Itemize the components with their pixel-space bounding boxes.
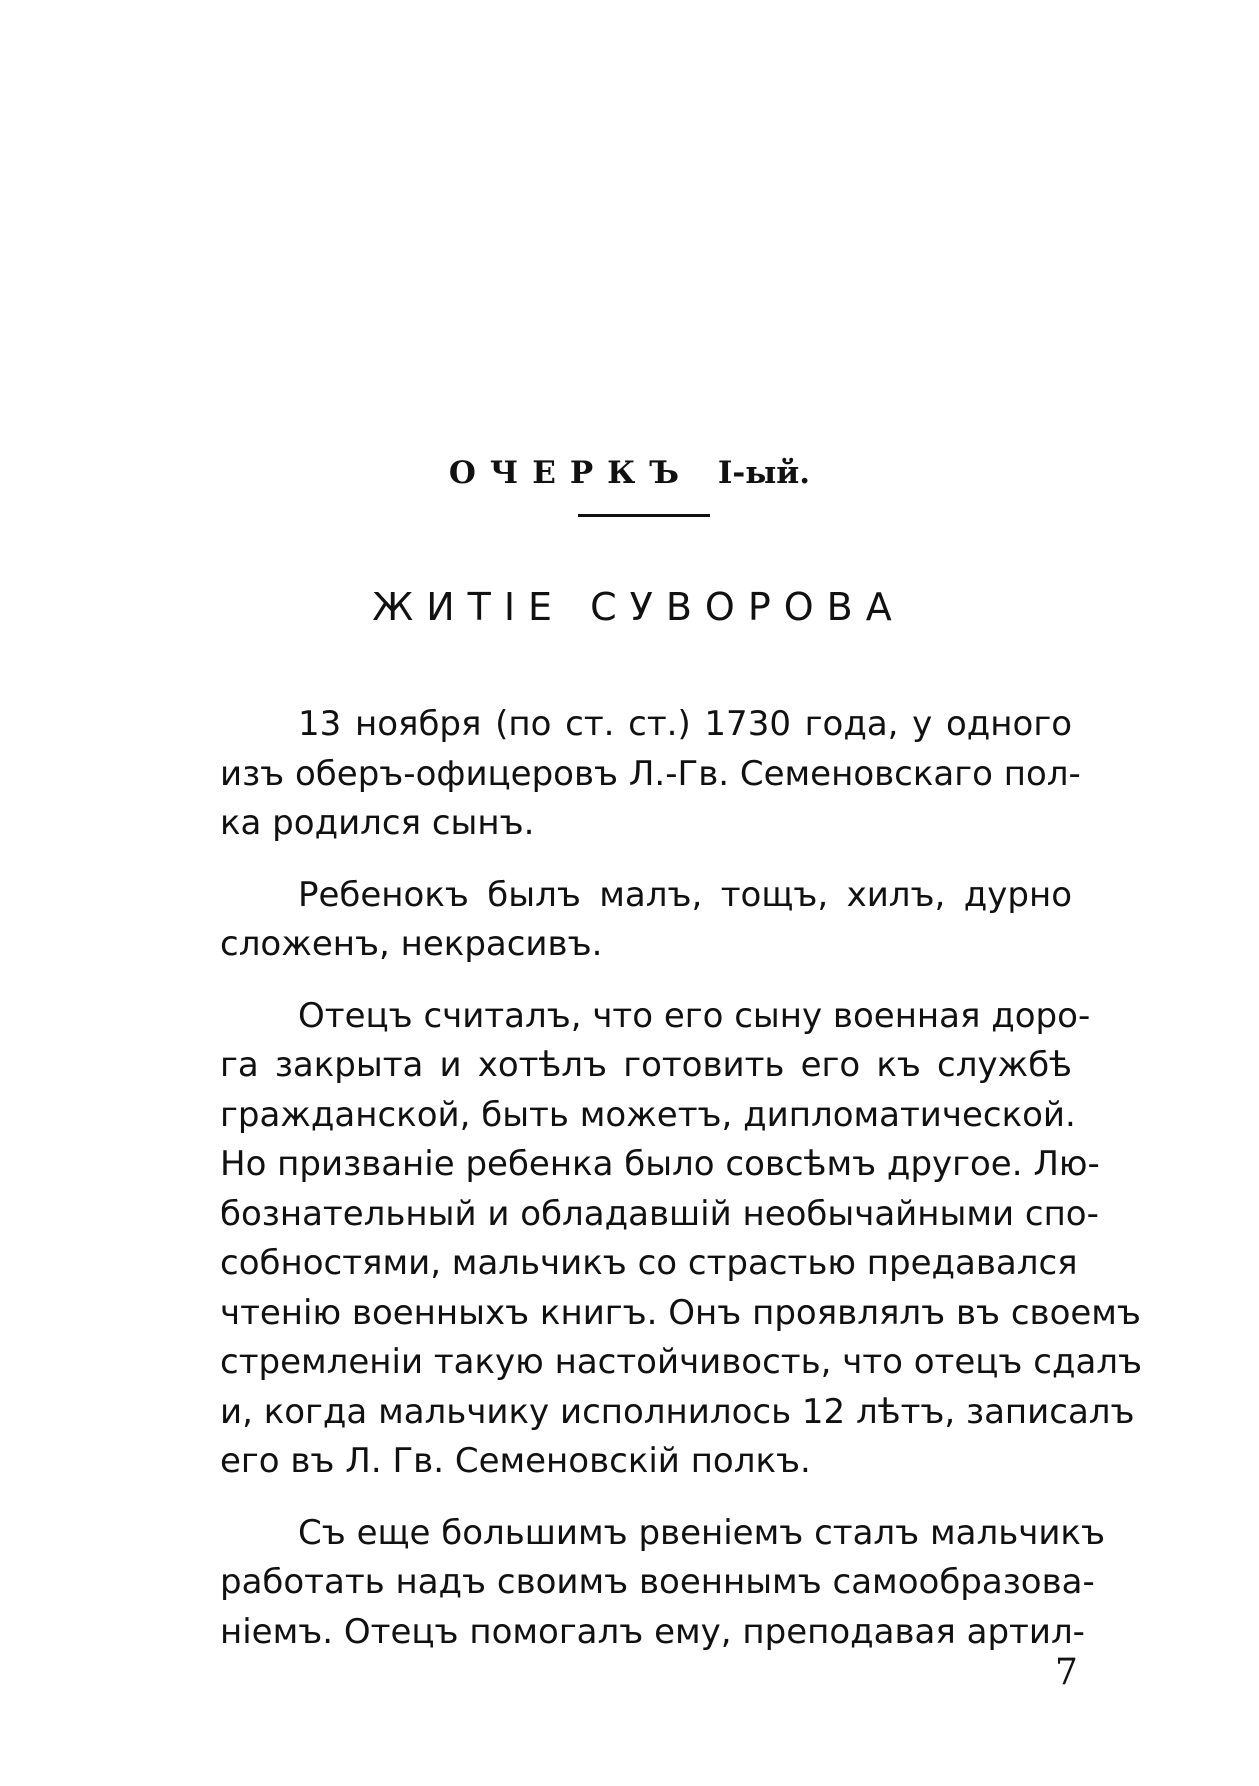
text-line: изъ оберъ-офицеровъ Л.-Гв. Семеновскаго пол-	[220, 753, 1081, 794]
chapter-heading	[0, 455, 1259, 491]
text-line: его въ Л. Гв. Семеновскій полкъ.	[220, 1441, 811, 1481]
text-line: ніемъ. Отецъ помогалъ ему, преподавая артил-	[220, 1611, 1085, 1652]
text-line: 13 ноября (по ст. ст.) 1730 года, у одного	[298, 704, 1072, 744]
text-line: гражданской, быть можетъ, дипломатической.	[220, 1094, 1076, 1135]
text-line: работать надъ своимъ военнымъ самообразова-	[220, 1562, 1095, 1602]
text-line: и, когда мальчику исполнилось 12 лѣтъ, записалъ	[220, 1391, 1135, 1432]
text-line: собностями, мальчикъ со страстью предавался	[220, 1243, 1078, 1283]
paragraph-1	[220, 700, 1081, 849]
paragraph-3	[220, 992, 1143, 1487]
heading-divider	[578, 514, 710, 517]
text-line: Отецъ считалъ, что его сыну военная доро-	[298, 995, 1091, 1036]
text-line: стремленіи такую настойчивость, что отецъ сдалъ	[220, 1342, 1143, 1382]
text-line: чтенію военныхъ книгъ. Онъ проявлялъ въ своемъ	[220, 1292, 1141, 1333]
text-line: бознательный и обладавшій необычайными спо-	[220, 1193, 1099, 1234]
text-line: Но призваніе ребенка было совсѣмъ другое. Лю-	[220, 1144, 1100, 1184]
text-line: Ребенокъ былъ малъ, тощъ, хилъ, дурно	[298, 874, 1072, 915]
chapter-number: I-ый.	[717, 455, 811, 491]
page-number: 7	[1055, 1652, 1078, 1693]
paragraph-4	[220, 1509, 1105, 1658]
text-line: ка родился сынъ.	[220, 803, 535, 843]
chapter-title: ЖИТІЕ СУВОРОВА	[372, 585, 905, 629]
body-text	[220, 700, 1143, 1679]
text-line: Съ еще большимъ рвеніемъ сталъ мальчикъ	[298, 1512, 1105, 1553]
paragraph-2	[220, 871, 1072, 970]
text-line: сложенъ, некрасивъ.	[220, 924, 603, 964]
chapter-heading-word: ОЧЕРКЪ	[448, 455, 694, 491]
text-line: га закрыта и хотѣлъ готовить его къ службѣ	[220, 1045, 1072, 1085]
